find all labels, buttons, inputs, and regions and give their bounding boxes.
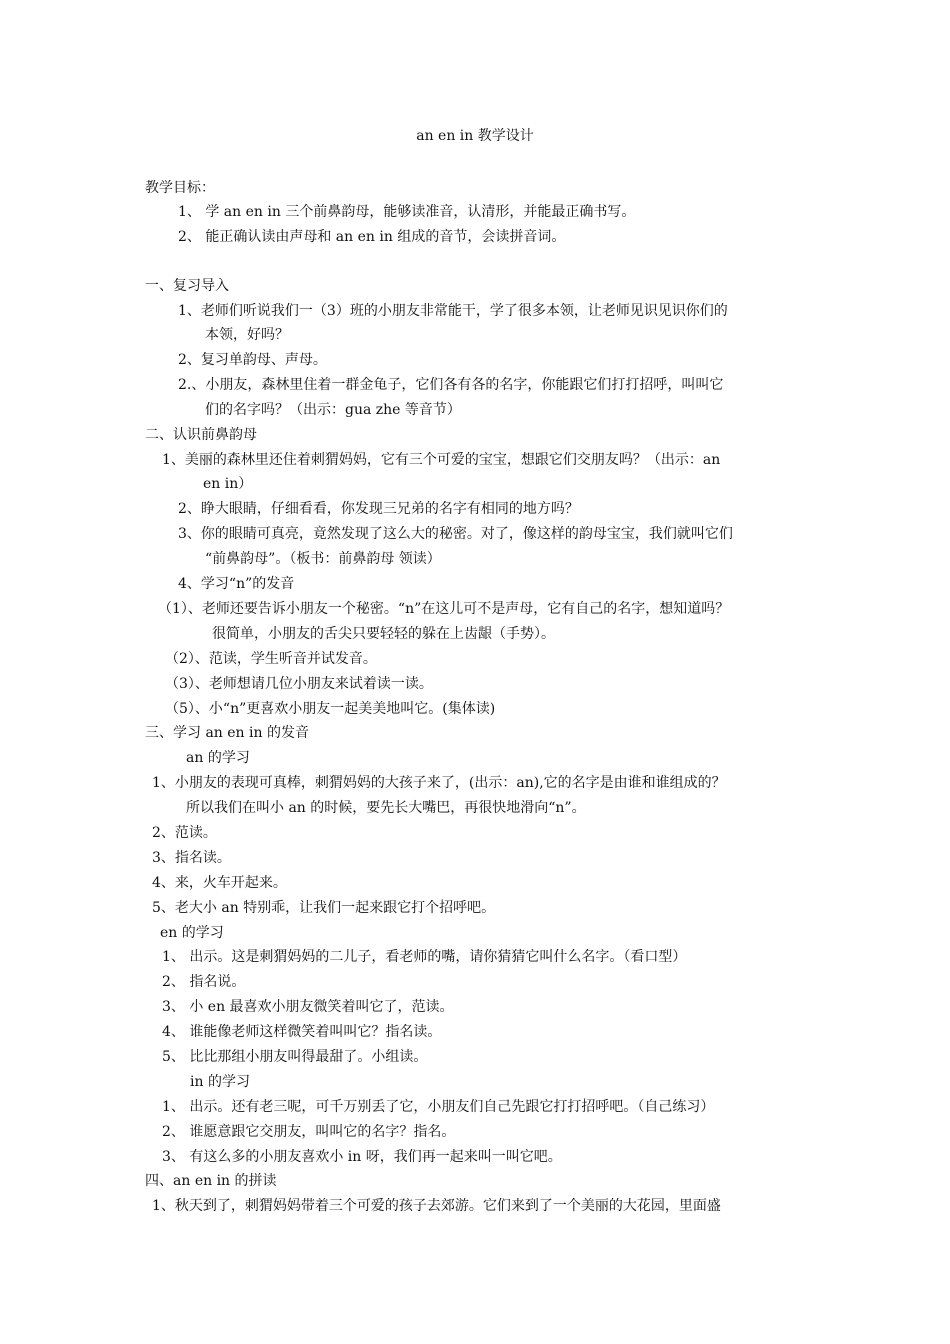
paragraph-line: （5）、小“n”更喜欢小朋友一起美美地叫它。(集体读) <box>165 701 496 717</box>
paragraph-line: 5、老大小 an 特别乖，让我们一起来跟它打个招呼吧。 <box>152 900 496 916</box>
paragraph-line: 2.、小朋友，森林里住着一群金龟子，它们各有各的名字，你能跟它们打打招呼，叫叫它 <box>178 377 724 393</box>
subsection-heading-en: en 的学习 <box>160 925 224 941</box>
section-heading-spelling: 四、an en in 的拼读 <box>145 1173 277 1189</box>
paragraph-line: 1、秋天到了，刺猬妈妈带着三个可爱的孩子去郊游。它们来到了一个美丽的大花园，里面盛 <box>152 1198 721 1214</box>
paragraph-line: （1）、老师还要告诉小朋友一个秘密。“n”在这儿可不是声母，它有自己的名字，想知道吗？ <box>158 601 730 617</box>
paragraph-line: 1、老师们听说我们一（3）班的小朋友非常能干，学了很多本领，让老师见识见识你们的 <box>178 303 728 319</box>
paragraph-line: 2、 谁愿意跟它交朋友，叫叫它的名字？指名。 <box>162 1124 456 1140</box>
paragraph-line: 5、 比比那组小朋友叫得最甜了。小组读。 <box>162 1049 428 1065</box>
paragraph-line: 2、范读。 <box>152 825 217 841</box>
paragraph-line: 3、你的眼睛可真亮，竟然发现了这么大的秘密。对了，像这样的韵母宝宝，我们就叫它们 <box>178 526 733 542</box>
paragraph-line: “前鼻韵母”。（板书：前鼻韵母 领读） <box>205 551 441 567</box>
subsection-heading-an: an 的学习 <box>186 750 250 766</box>
paragraph-line: （3）、老师想请几位小朋友来试着读一读。 <box>165 676 433 692</box>
goal-item: 1、 学 an en in 三个前鼻韵母，能够读准音，认清形，并能最正确书写。 <box>178 204 636 220</box>
paragraph-line: 所以我们在叫小 an 的时候，要先长大嘴巴，再很快地滑向“n”。 <box>186 800 586 816</box>
paragraph-line: 很简单，小朋友的舌尖只要轻轻的躲在上齿龈（手势）。 <box>212 626 555 642</box>
goal-item: 2、 能正确认读由声母和 an en in 组成的音节，会读拼音词。 <box>178 229 566 245</box>
paragraph-line: 1、美丽的森林里还住着刺猬妈妈，它有三个可爱的宝宝，想跟它们交朋友吗？（出示：an <box>162 452 721 468</box>
paragraph-line: 2、复习单韵母、声母。 <box>178 352 327 368</box>
subsection-heading-in: in 的学习 <box>190 1074 250 1090</box>
paragraph-line: 4、来，火车开起来。 <box>152 875 287 891</box>
paragraph-line: 2、 指名说。 <box>162 974 246 990</box>
section-heading-pronunciation: 三、学习 an en in 的发音 <box>145 725 309 741</box>
paragraph-line: 本领，好吗？ <box>205 327 289 343</box>
paragraph-line: 们的名字吗？（出示：gua zhe 等音节） <box>205 402 461 418</box>
section-heading-recognize: 二、认识前鼻韵母 <box>145 427 257 443</box>
paragraph-line: 1、小朋友的表现可真棒，刺猬妈妈的大孩子来了，(出示：an),它的名字是由谁和谁组成的？ <box>152 775 726 791</box>
document-title: an en in 教学设计 <box>416 128 534 144</box>
goals-heading: 教学目标： <box>145 180 215 196</box>
paragraph-line: 4、 谁能像老师这样微笑着叫叫它？指名读。 <box>162 1024 442 1040</box>
paragraph-line: 4、学习“n”的发音 <box>178 576 295 592</box>
paragraph-line: en in） <box>203 476 253 492</box>
paragraph-line: （2）、范读，学生听音并试发音。 <box>165 651 377 667</box>
paragraph-line: 1、 出示。这是刺猬妈妈的二儿子，看老师的嘴，请你猜猜它叫什么名字。（看口型） <box>162 949 687 965</box>
paragraph-line: 3、 小 en 最喜欢小朋友微笑着叫它了，范读。 <box>162 999 454 1015</box>
paragraph-line: 2、睁大眼睛，仔细看看，你发现三兄弟的名字有相同的地方吗？ <box>178 501 579 517</box>
section-heading-review: 一、复习导入 <box>145 278 229 294</box>
paragraph-line: 1、 出示。还有老三呢，可千万别丢了它，小朋友们自己先跟它打打招呼吧。（自己练习） <box>162 1099 715 1115</box>
paragraph-line: 3、 有这么多的小朋友喜欢小 in 呀，我们再一起来叫一叫它吧。 <box>162 1149 562 1165</box>
paragraph-line: 3、指名读。 <box>152 850 231 866</box>
